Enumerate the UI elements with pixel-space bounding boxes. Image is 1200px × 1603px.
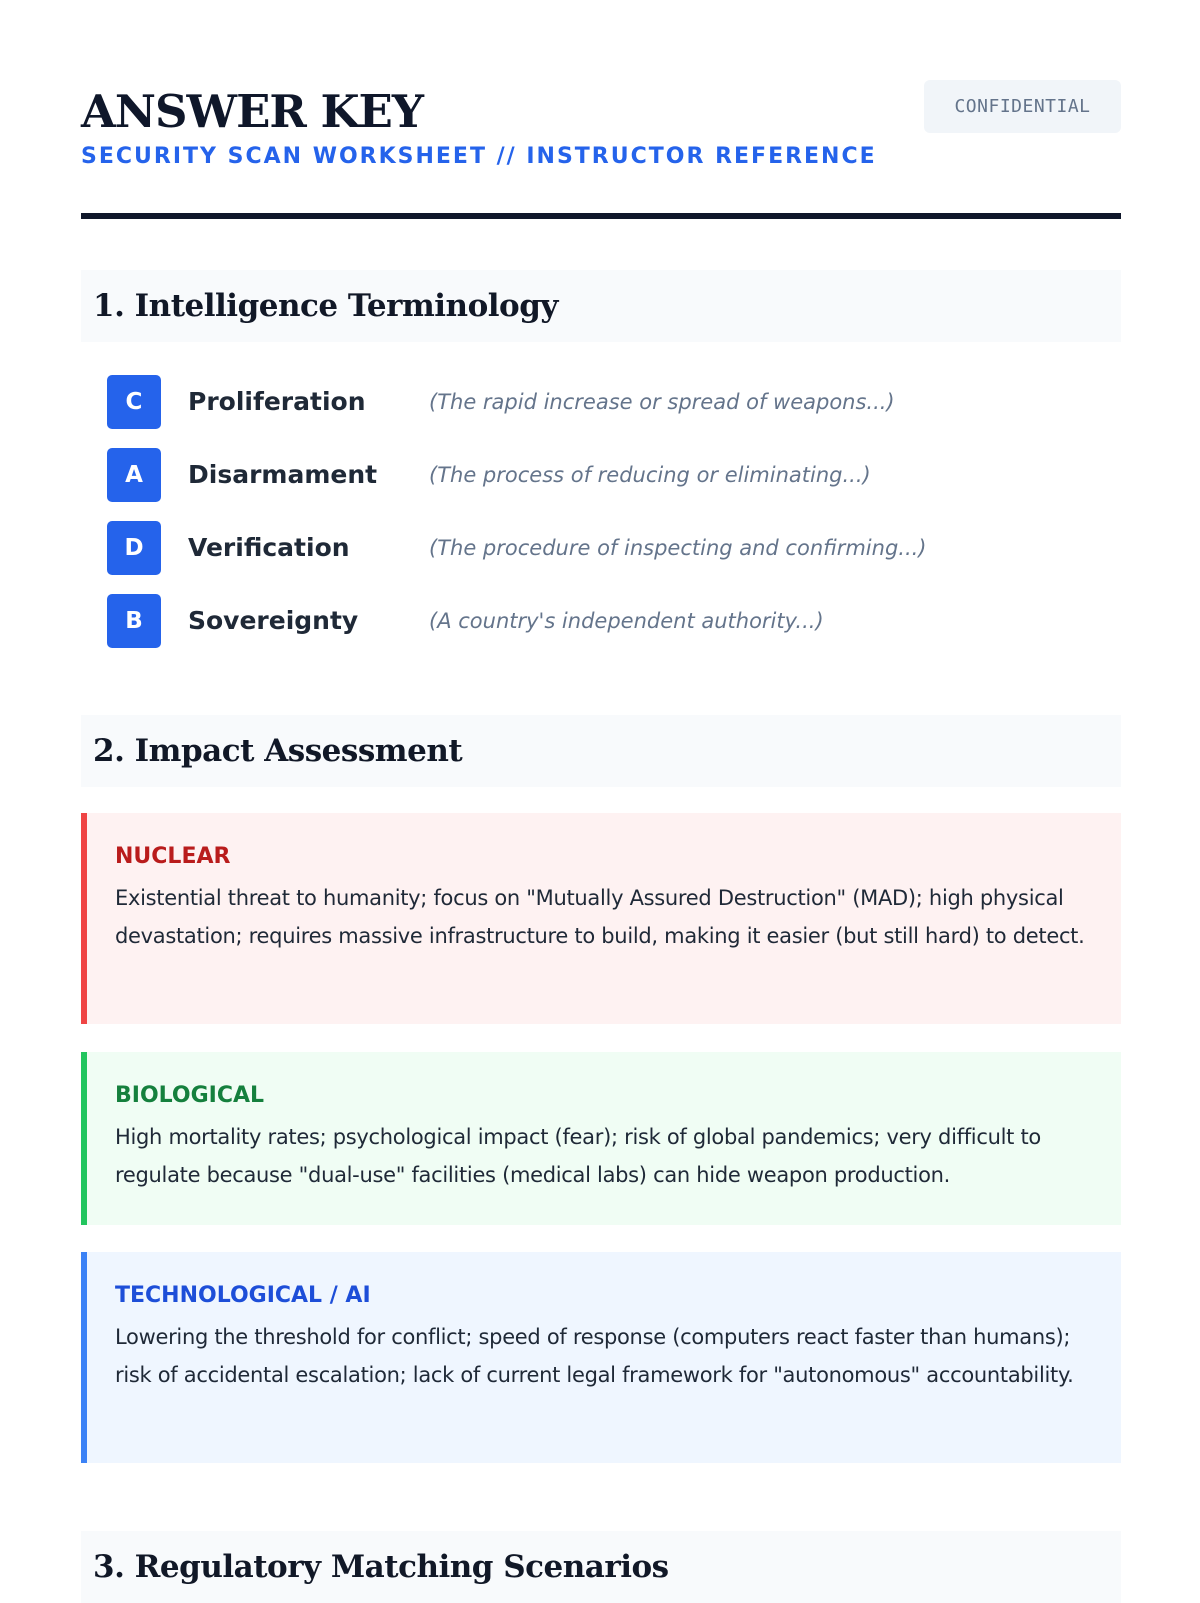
term-name: Proliferation xyxy=(188,387,366,416)
impact-description: High mortality rates; psychological impact (fear); risk of global pandemics; very difficult to regulate because "dual-use" facilities (medical labs) can hide weapon production. xyxy=(115,1125,1041,1187)
term-row xyxy=(107,375,1107,429)
term-name: Disarmament xyxy=(188,460,378,489)
impact-accent-bar xyxy=(81,1052,87,1225)
section-impact-title: 2. Impact Assessment xyxy=(93,733,463,769)
section-regulatory-header xyxy=(81,1531,1121,1603)
section-regulatory-title: 3. Regulatory Matching Scenarios xyxy=(93,1549,669,1585)
term-definition: (A country's independent authority...) xyxy=(429,609,824,633)
impact-card-technological xyxy=(81,1252,1121,1463)
impact-card-biological xyxy=(81,1052,1121,1225)
term-definition: (The process of reducing or eliminating...) xyxy=(429,463,871,487)
section-terminology-title: 1. Intelligence Terminology xyxy=(93,288,558,324)
answer-key-page xyxy=(81,0,1121,1585)
answer-letter-badge: A xyxy=(107,448,161,502)
answer-letter-badge: D xyxy=(107,521,161,575)
impact-label: BIOLOGICAL xyxy=(115,1083,265,1108)
impact-accent-bar xyxy=(81,1252,87,1463)
term-row xyxy=(107,521,1107,575)
impact-description: Existential threat to humanity; focus on "Mutually Assured Destruction" (MAD); high physical devastation; requires massive infrastructure to build, making it easier (but still hard) to detect. xyxy=(115,886,1085,948)
impact-label: NUCLEAR xyxy=(115,844,231,869)
page-title: ANSWER KEY xyxy=(81,85,423,138)
term-name: Sovereignty xyxy=(188,606,359,635)
page-subtitle: SECURITY SCAN WORKSHEET // INSTRUCTOR REFERENCE xyxy=(81,144,877,169)
section-impact-header xyxy=(81,715,1121,787)
term-definition: (The procedure of inspecting and confirming...) xyxy=(429,536,927,560)
answer-letter-badge: C xyxy=(107,375,161,429)
impact-description: Lowering the threshold for conflict; speed of response (computers react faster than humans); risk of accidental escalation; lack of current legal framework for "autonomous" accountability. xyxy=(115,1325,1074,1387)
section-terminology-header xyxy=(81,270,1121,342)
page-header xyxy=(81,0,1121,222)
impact-accent-bar xyxy=(81,813,87,1024)
impact-card-nuclear xyxy=(81,813,1121,1024)
answer-letter-badge: B xyxy=(107,594,161,648)
term-row xyxy=(107,448,1107,502)
term-definition: (The rapid increase or spread of weapons...) xyxy=(429,390,895,414)
term-row xyxy=(107,594,1107,648)
confidential-badge: CONFIDENTIAL xyxy=(924,80,1121,133)
impact-label: TECHNOLOGICAL / AI xyxy=(115,1283,371,1308)
header-divider xyxy=(81,213,1121,219)
term-name: Verification xyxy=(188,533,350,562)
